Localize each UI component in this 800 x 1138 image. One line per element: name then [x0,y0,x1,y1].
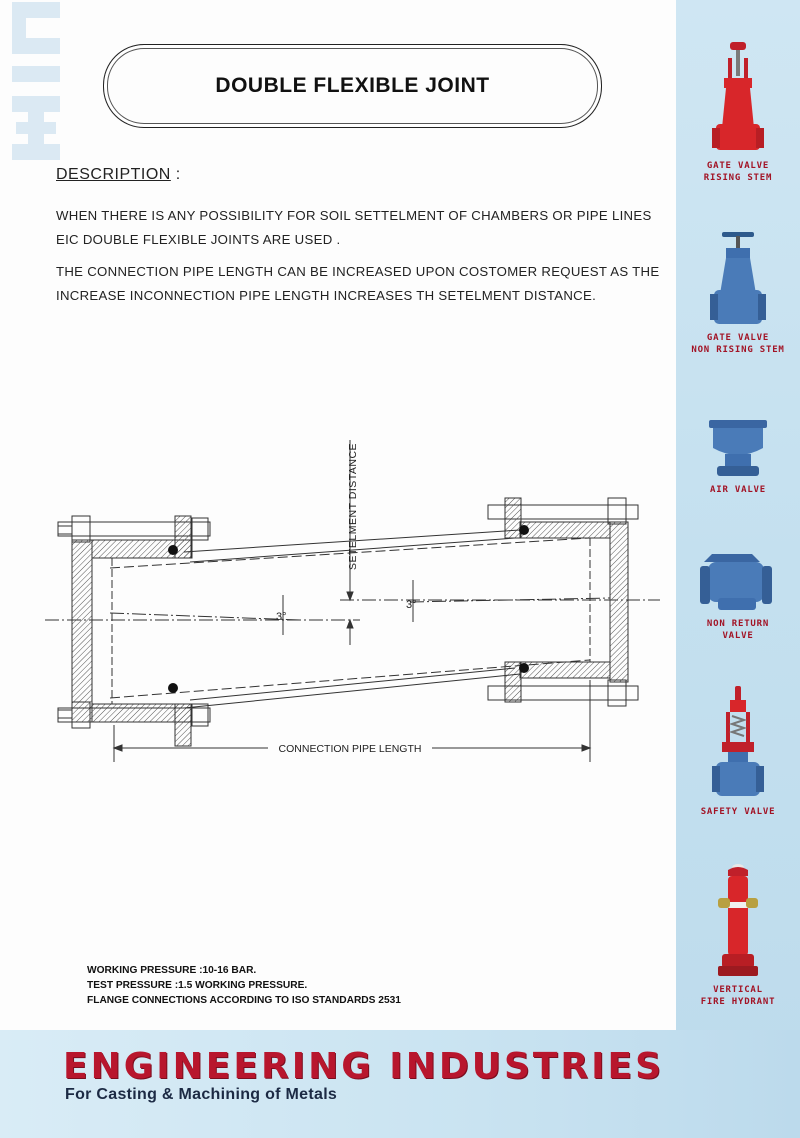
spec-working-pressure: WORKING PRESSURE :10-16 BAR. [87,965,257,976]
connection-pipe-length-label: CONNECTION PIPE LENGTH [278,743,422,755]
gate-valve-rising-stem-icon [708,40,768,156]
product-label-vertical-fire-hydrant [676,984,800,1008]
description-paragraph-1 [56,204,666,252]
product-label-line2: NON RISING STEM [691,345,785,355]
product-label-gate-valve-rising-stem [676,160,800,184]
product-air-valve [676,418,800,496]
product-gate-valve-non-rising-stem [676,228,800,356]
o-ring-top-left [168,545,178,555]
specifications [87,963,401,1008]
spec-test-pressure: TEST PRESSURE :1.5 WORKING PRESSURE. [87,980,308,991]
product-label-line1: VERTICAL [713,985,763,995]
product-safety-valve [676,686,800,818]
product-gate-valve-rising-stem [676,40,800,184]
product-label-line1: GATE VALVE [706,333,770,343]
product-non-return-valve [676,548,800,642]
product-label-safety-valve [676,806,800,818]
product-label-line1: NON RETURN [706,619,770,629]
company-name: ENGINEERING INDUSTRIES [63,1046,665,1087]
product-label-gate-valve-non-rising-stem [676,332,800,356]
eic-watermark-logo [4,0,62,170]
product-label-line2: VALVE [722,631,754,641]
product-label-non-return-valve [676,618,800,642]
angle-left-label: 3° [276,611,287,623]
gate-valve-non-rising-stem-icon [708,228,768,328]
para1-line2: EIC DOUBLE FLEXIBLE JOINTS ARE USED . [56,232,341,247]
non-return-valve-icon [698,548,778,614]
para1-line1: WHEN THERE IS ANY POSSIBILITY FOR SOIL SETTELMENT OF CHAMBERS OR PIPE LINES [56,208,652,223]
description-heading-colon: : [170,166,181,183]
product-label-line1: AIR VALVE [710,485,766,495]
fire-hydrant-icon [708,862,768,980]
product-label-line1: GATE VALVE [706,161,770,171]
company-tagline: For Casting & Machining of Metals [65,1086,338,1103]
para2-line1: THE CONNECTION PIPE LENGTH CAN BE INCREASED UPON COSTOMER REQUEST AS THE [56,264,660,279]
product-vertical-fire-hydrant [676,862,800,1008]
settlement-distance-label: SETELMENT DISTANCE [347,442,359,570]
description-heading-text: DESCRIPTION [56,166,171,183]
product-label-line1: SAFETY VALVE [700,807,776,817]
angle-right-label: 3° [406,599,417,611]
joint-technical-drawing [0,430,676,770]
air-valve-icon [703,418,773,480]
product-label-air-valve [676,484,800,496]
product-label-line2: RISING STEM [703,173,773,183]
product-label-line2: FIRE HYDRANT [700,997,776,1007]
page-title: DOUBLE FLEXIBLE JOINT [103,44,602,128]
description-heading [56,166,181,184]
o-ring-bottom-left [168,683,178,693]
para2-line2: INCREASE INCONNECTION PIPE LENGTH INCREASES TH SETELMENT DISTANCE. [56,288,597,303]
safety-valve-icon [708,686,768,802]
o-ring-top-right [519,525,529,535]
description-paragraph-2 [56,260,666,308]
o-ring-bottom-right [519,663,529,673]
spec-flange-connections: FLANGE CONNECTIONS ACCORDING TO ISO STANDARDS 2531 [87,995,401,1006]
